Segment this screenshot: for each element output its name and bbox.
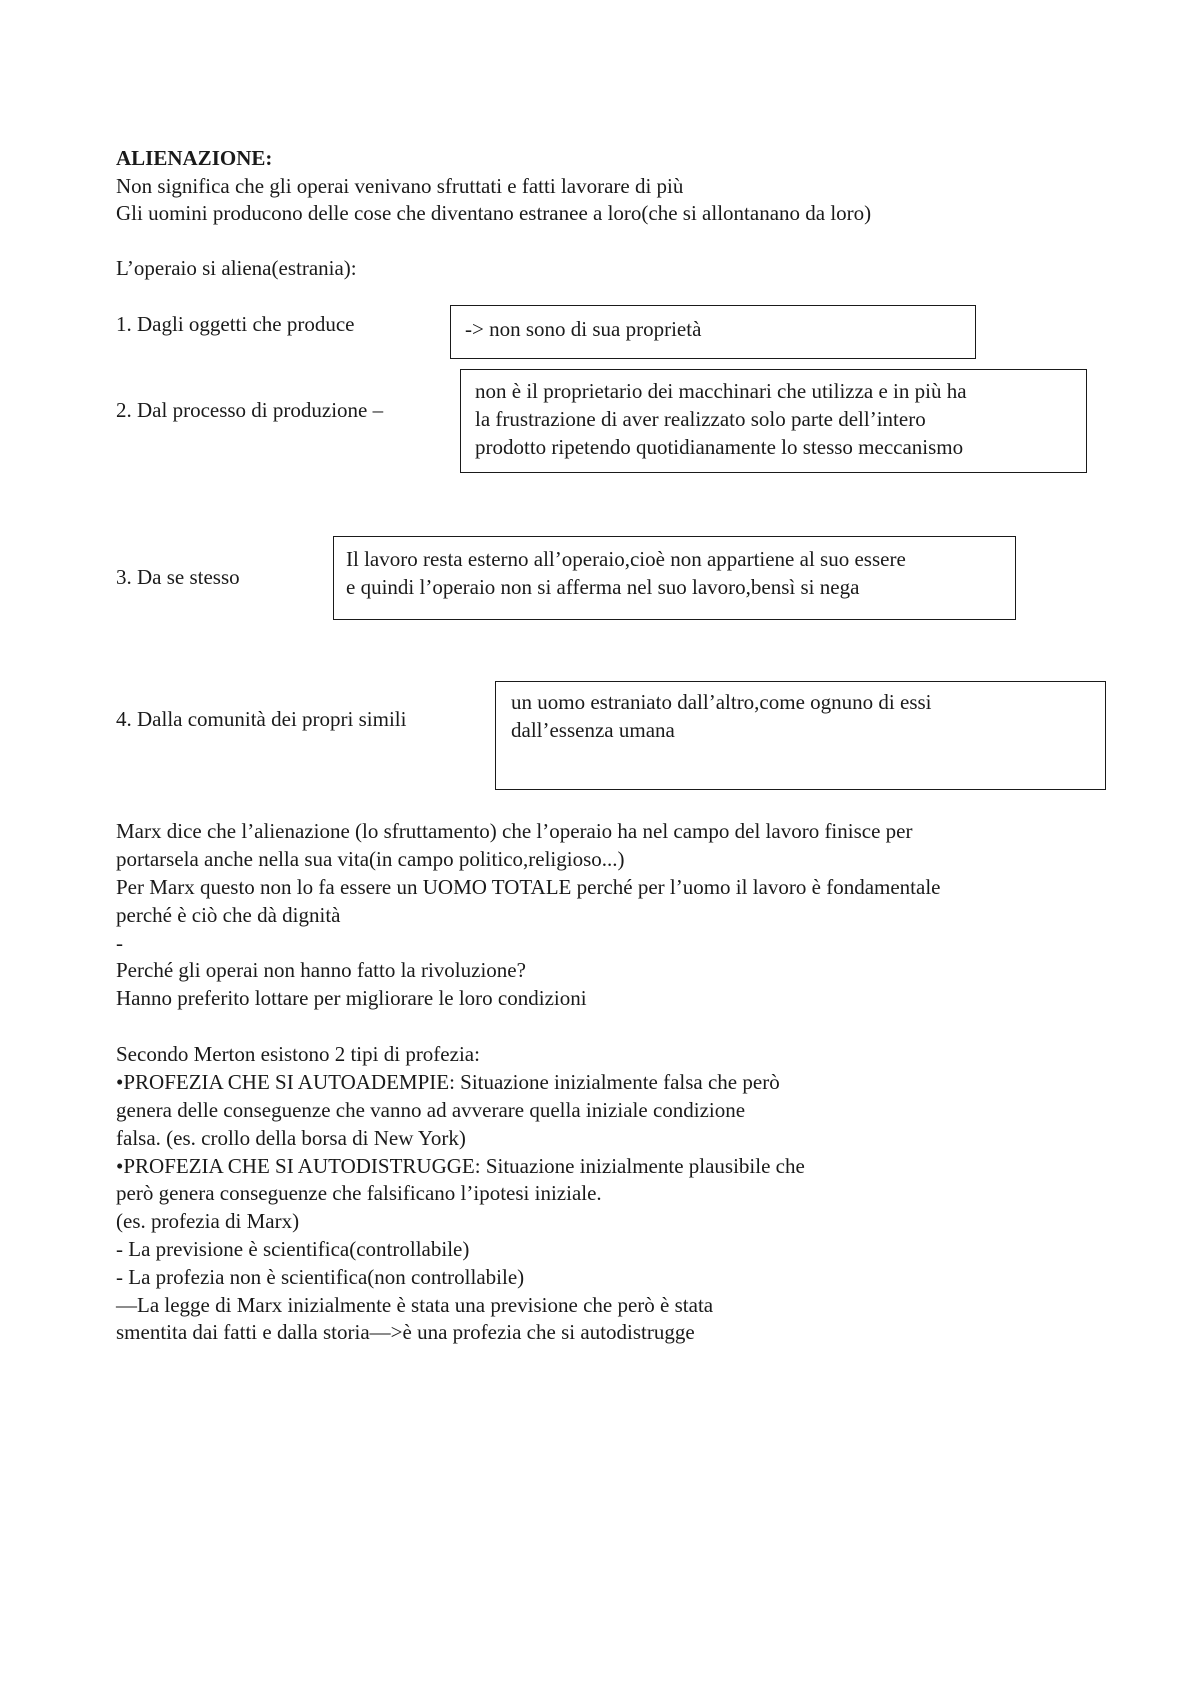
item-label-2: 2. Dal processo di produzione – [116, 398, 384, 422]
item-box-2-line: prodotto ripetendo quotidianamente lo stesso meccanismo [475, 435, 964, 459]
item-box-2-line: non è il proprietario dei macchinari che utilizza e in più ha [475, 379, 967, 403]
item-box-3-line: Il lavoro resta esterno all’operaio,cioè non appartiene al suo essere [346, 547, 906, 571]
item-box-1-line: -> non sono di sua proprietà [465, 317, 702, 341]
item-label-4: 4. Dalla comunità dei propri simili [116, 707, 407, 731]
item-label-3: 3. Da se stesso [116, 565, 240, 589]
item-box-3 [333, 536, 1016, 620]
body-line: •PROFEZIA CHE SI AUTODISTRUGGE: Situazione inizialmente plausibile che [116, 1154, 805, 1178]
body-line: smentita dai fatti e dalla storia—>è una profezia che si autodistrugge [116, 1320, 695, 1344]
body-line: - La profezia non è scientifica(non controllabile) [116, 1265, 525, 1289]
body-line: - La previsione è scientifica(controllabile) [116, 1237, 470, 1261]
item-box-3-line: e quindi l’operaio non si afferma nel suo lavoro,bensì si nega [346, 575, 860, 599]
body-line: genera delle conseguenze che vanno ad avverare quella iniziale condizione [116, 1098, 746, 1122]
item-box-1 [450, 305, 976, 359]
operaio-line: L’operaio si aliena(estrania): [116, 256, 357, 280]
body-line: Hanno preferito lottare per migliorare le loro condizioni [116, 986, 587, 1010]
item-label-1: 1. Dagli oggetti che produce [116, 312, 355, 336]
item-box-4 [495, 681, 1106, 790]
item-box-2-line: la frustrazione di aver realizzato solo parte dell’intero [475, 407, 926, 431]
body-line: Secondo Merton esistono 2 tipi di profezia: [116, 1042, 480, 1066]
intro-line: Non significa che gli operai venivano sfruttati e fatti lavorare di più [116, 174, 684, 198]
intro-line: Gli uomini producono delle cose che diventano estranee a loro(che si allontanano da loro) [116, 201, 872, 225]
body-line: Marx dice che l’alienazione (lo sfruttamento) che l’operaio ha nel campo del lavoro finisce per [116, 819, 913, 843]
item-box-4-line: dall’essenza umana [511, 718, 675, 742]
body-line: Perché gli operai non hanno fatto la rivoluzione? [116, 958, 526, 982]
body-line: —La legge di Marx inizialmente è stata una previsione che però è stata [116, 1293, 714, 1317]
body-line: portarsela anche nella sua vita(in campo politico,religioso...) [116, 847, 625, 871]
item-box-4-line: un uomo estraniato dall’altro,come ognuno di essi [511, 690, 932, 714]
item-box-2 [460, 369, 1087, 473]
body-line: perché è ciò che dà dignità [116, 903, 341, 927]
body-line: Per Marx questo non lo fa essere un UOMO TOTALE perché per l’uomo il lavoro è fondamentale [116, 875, 941, 899]
body-line: però genera conseguenze che falsificano l’ipotesi iniziale. [116, 1181, 602, 1205]
body-line: falsa. (es. crollo della borsa di New York) [116, 1126, 466, 1150]
document-heading: ALIENAZIONE: [116, 146, 273, 170]
body-line: (es. profezia di Marx) [116, 1209, 300, 1233]
body-line: •PROFEZIA CHE SI AUTOADEMPIE: Situazione inizialmente falsa che però [116, 1070, 780, 1094]
body-line: - [116, 931, 123, 955]
